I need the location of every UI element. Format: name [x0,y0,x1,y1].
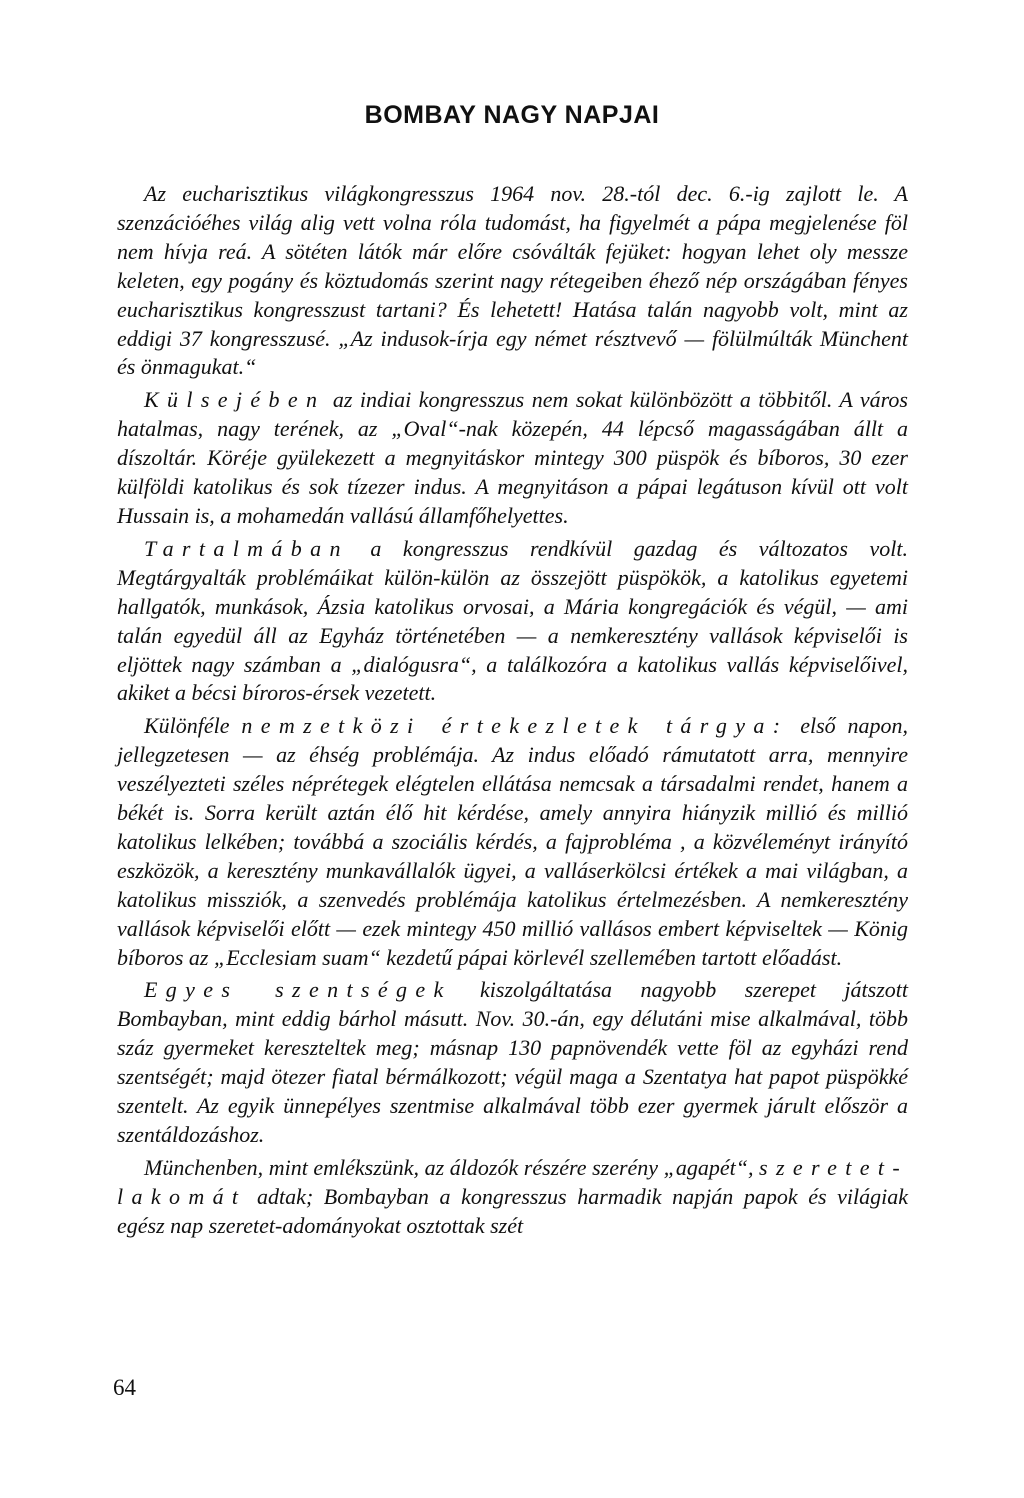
paragraph-5-lead: Egyes szentségek [144,977,452,1003]
article-body [117,180,908,1241]
paragraph-6-pre: Münchenben, mint emlékszünk, az áldozók részére szerény „agapét“, [144,1154,760,1180]
paragraph-6-lead: szeretet-lakomát [117,1154,908,1209]
paragraph-4-lead: nemzetközi értekezletek tárgya: [241,713,789,739]
paragraph-4-text: első napon, jellegzetesen — az éhség problémája. Az indus előadó rámutatott arra, mennyire veszélyezteti széles néprétegek elégtelen ellátása nemcsak a társadalmi rendet, hanem a békét is. Sorra került aztán élő hit kérdése, amely annyira hiányzik millió és millió katolikus lelkében; továbbá a szociális kérdés, a fajprobléma , a közvéleményt irányító eszközök, a keresztény munkavállalók ügyei, a valláserkölcsi értékek a mai világban, a katolikus missziók, a szenvedés problémája katolikus értelmezésben. A nemkeresztény vallások képviselői előtt — ezek mintegy 450 millió vallásos embert képviseltek — König bíboros az „Ecclesiam suam“ kezdetű pápai körlevél szellemében tartott előadást. [117,713,908,970]
paragraph-5 [117,976,908,1149]
paragraph-1-text: Az eucharisztikus világkongresszus 1964 nov. 28.-tól dec. 6.-ig zajlott le. A szenzációéhes világ alig vett volna róla tudomást, ha figyelmét a pápa megjelenése föl nem hívja reá. A sötéten látók már előre csóválták fejüket: hogyan lehet oly messze keleten, egy pogány és köztudomás szerint nagy rétegeiben éhező nép országában fényes eucharisztikus kongresszust tartani? És lehetett! Hatása talán nagyobb volt, mint az eddigi 37 kongresszusé. „Az indusok-írja egy német résztvevő — fölülmúlták Münchent és önmagukat.“ [117,181,908,380]
page-number: 64 [113,1375,136,1400]
paragraph-4 [117,712,908,972]
paragraph-6-text: adtak; Bombayban a kongresszus harmadik napján papok és világiak egész nap szeretet-adományokat osztottak szét [117,1183,908,1238]
paragraph-2-text: az indiai kongresszus nem sokat különbözött a többitől. A város hatalmas, nagy terének, az „Oval“-nak közepén, 44 lépcső magasságában állt a díszoltár. Köréje gyülekezett a megnyitáskor mintegy 300 püspök és bíboros, 30 ezer külföldi katolikus és sok tízezer indus. A megnyitáson a pápai legátuson kívül ott volt Hussain is, a mohamedán vallású államfőhelyettes. [117,387,908,528]
page-title: BOMBAY NAGY NAPJAI [364,101,660,129]
paragraph-3-text: a kongresszus rendkívül gazdag és változatos volt. Megtárgyalták problémáikat külön-külön az összejött püspökök, a katolikus egyetemi hallgatók, munkások, Ázsia katolikus orvosai, a Mária kongregációk és végül, — ami talán egyedül áll az Egyház történetében — a nemkeresztény vallások képviselői is eljöttek nagy számban a „dialógusra“, a találkozóra a katolikus vallás képviselőivel, akiket a bécsi bíroros-érsek vezetett. [117,535,908,706]
paragraph-2 [117,386,908,531]
paragraph-4-pre: Különféle [144,713,242,739]
paragraph-3-lead: Tartalmában [144,535,349,561]
paragraph-3 [117,535,908,708]
paragraph-2-lead: Külsejében [144,387,326,413]
paragraph-1 [117,180,908,382]
paragraph-5-text: kiszolgáltatása nagyobb szerepet játszott Bombayban, mint eddig bárhol másutt. Nov. 30.-án, egy délutáni mise alkalmával, több száz gyermeket kereszteltek meg; másnap 130 papnövendék vette föl az egyházi rend szentségét; majd ötezer fiatal bérmálkozott; végül maga a Szentatya hat papot püspökké szentelt. Az egyik ünnepélyes szentmise alkalmával több ezer gyermek járult először a szentáldozáshoz. [117,977,908,1147]
paragraph-6 [117,1154,908,1241]
